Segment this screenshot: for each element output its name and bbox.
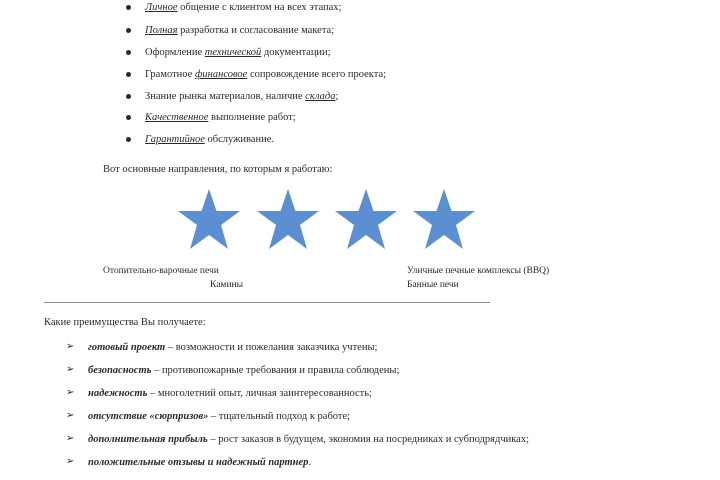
- bullet-icon: [126, 50, 131, 55]
- list-item-text: положительные отзывы и надежный партнер.: [88, 457, 312, 468]
- arrow-bullet-icon: ➢: [66, 456, 75, 467]
- list-item-text: надежность – многолетний опыт, личная заинтересованность;: [88, 388, 372, 399]
- arrow-bullet-icon: ➢: [66, 341, 75, 352]
- arrow-bullet-icon: ➢: [66, 387, 75, 398]
- star-icon: [256, 188, 320, 250]
- star-icon: [334, 188, 398, 250]
- list-item-text: Оформление технической документации;: [145, 47, 331, 58]
- list-item-text: Качественное выполнение работ;: [145, 112, 296, 123]
- caption-fireplaces: Камины: [210, 280, 243, 290]
- benefits-heading: Какие преимущества Вы получаете:: [44, 317, 206, 328]
- caption-stoves: Отопительно-варочные печи: [103, 266, 219, 276]
- arrow-bullet-icon: ➢: [66, 364, 75, 375]
- list-item-text: отсутствие «сюрпризов» – тщательный подход к работе;: [88, 411, 351, 422]
- star-icon: [177, 188, 241, 250]
- list-item-text: Грамотное финансовое сопровождение всего проекта;: [145, 69, 387, 80]
- caption-bbq: Уличные печные комплексы (BBQ): [407, 266, 550, 276]
- arrow-bullet-icon: ➢: [66, 433, 75, 444]
- list-item-text: безопасность – противопожарные требования и правила соблюдены;: [88, 365, 400, 376]
- directions-intro: Вот основные направления, по которым я работаю:: [103, 164, 333, 175]
- bullet-icon: [126, 94, 131, 99]
- star-icon: [412, 188, 476, 250]
- list-item-text: Полная разработка и согласование макета;: [145, 25, 335, 36]
- list-item-text: дополнительная прибыль – рост заказов в будущем, экономия на посредниках и субподрядчиках;: [88, 434, 529, 445]
- arrow-bullet-icon: ➢: [66, 410, 75, 421]
- list-item-text: Личное общение с клиентом на всех этапах;: [145, 2, 342, 13]
- caption-bath-stoves: Банные печи: [407, 280, 459, 290]
- list-item-text: Гарантийное обслуживание.: [145, 134, 274, 145]
- list-item-text: готовый проект – возможности и пожелания заказчика учтены;: [88, 342, 378, 353]
- bullet-icon: [126, 5, 131, 10]
- bullet-icon: [126, 115, 131, 120]
- bullet-icon: [126, 137, 131, 142]
- bullet-icon: [126, 72, 131, 77]
- star-row: [177, 188, 477, 254]
- divider: [44, 302, 490, 303]
- bullet-icon: [126, 28, 131, 33]
- list-item-text: Знание рынка материалов, наличие склада;: [145, 91, 339, 102]
